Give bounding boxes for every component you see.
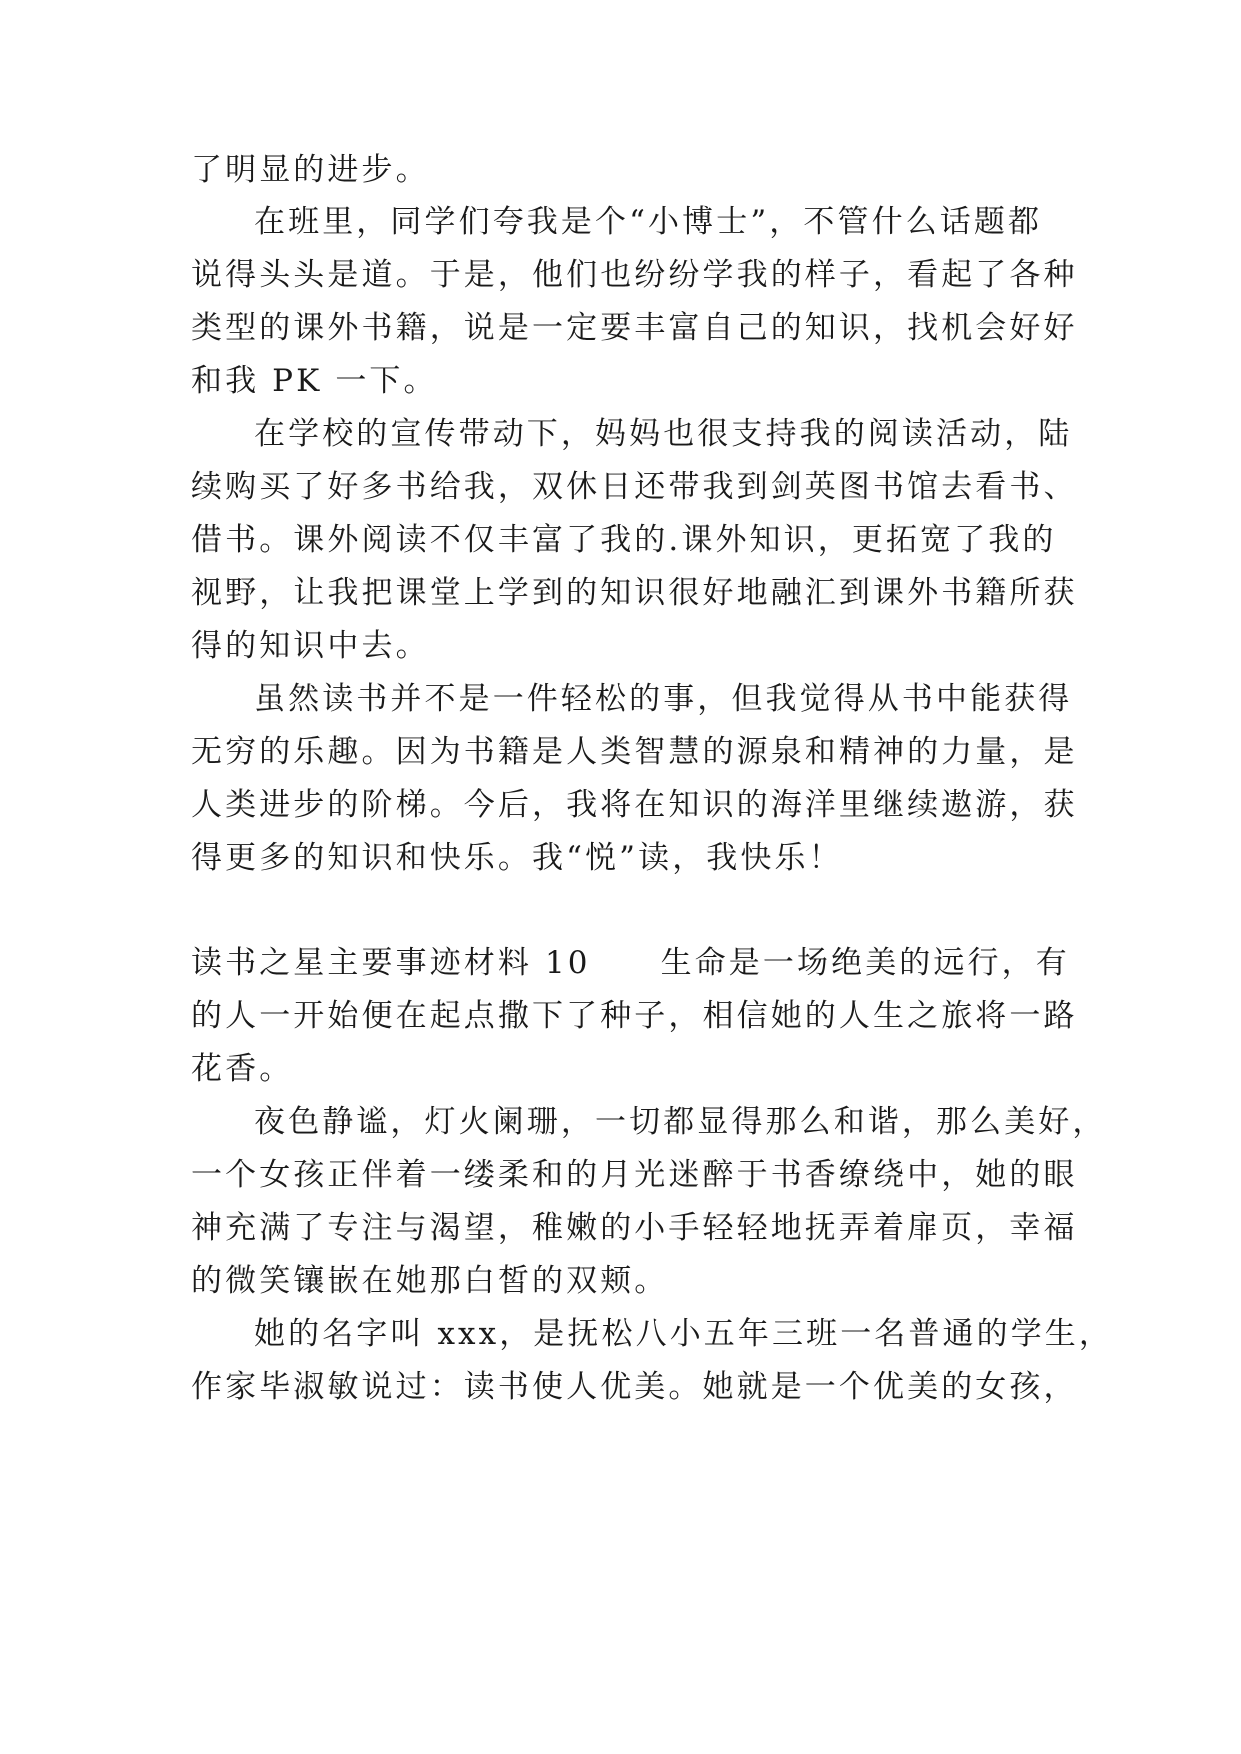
text-run: 生命是一场绝美的远行，有 bbox=[660, 945, 1070, 981]
text-line: 在班里，同学们夸我是个“小博士”，不管什么话题都 bbox=[254, 204, 1043, 240]
text-line: 续购买了好多书给我，双休日还带我到剑英图书馆去看书、 bbox=[191, 469, 1078, 505]
text-line: 得的知识中去。 bbox=[191, 628, 430, 664]
text-line: 花香。 bbox=[191, 1051, 294, 1087]
text-line: 借书。课外阅读不仅丰富了我的.课外知识，更拓宽了我的 bbox=[191, 522, 1057, 558]
text-line: 在学校的宣传带动下，妈妈也很支持我的阅读活动，陆 bbox=[254, 416, 1073, 452]
text-line: 作家毕淑敏说过：读书使人优美。她就是一个优美的女孩， bbox=[191, 1369, 1078, 1405]
text-line: 了明显的进步。 bbox=[191, 152, 430, 188]
text-line: 视野，让我把课堂上学到的知识很好地融汇到课外书籍所获 bbox=[191, 575, 1078, 611]
text-line: 类型的课外书籍，说是一定要丰富自己的知识，找机会好好 bbox=[191, 310, 1078, 346]
text-line: 说得头头是道。于是，他们也纷纷学我的样子，看起了各种 bbox=[191, 257, 1078, 293]
text-line: 人类进步的阶梯。今后，我将在知识的海洋里继续遨游，获 bbox=[191, 787, 1078, 823]
text-line: 和我 PK 一下。 bbox=[191, 363, 438, 399]
section-heading: 读书之星主要事迹材料 10 bbox=[191, 945, 591, 981]
text-line: 得更多的知识和快乐。我“悦”读，我快乐！ bbox=[191, 840, 843, 876]
text-line: 的人一开始便在起点撒下了种子，相信她的人生之旅将一路 bbox=[191, 998, 1078, 1034]
text-line: 虽然读书并不是一件轻松的事，但我觉得从书中能获得 bbox=[254, 681, 1073, 717]
text-line: 夜色静谧，灯火阑珊，一切都显得那么和谐，那么美好， bbox=[254, 1104, 1107, 1140]
text-line: 的微笑镶嵌在她那白皙的双颊。 bbox=[191, 1263, 669, 1299]
text-line: 一个女孩正伴着一缕柔和的月光迷醉于书香缭绕中，她的眼 bbox=[191, 1157, 1078, 1193]
text-line: 她的名字叫 xxx，是抚松八小五年三班一名普通的学生， bbox=[254, 1316, 1113, 1352]
text-line: 神充满了专注与渴望，稚嫩的小手轻轻地抚弄着扉页，幸福 bbox=[191, 1210, 1078, 1246]
text-line: 无穷的乐趣。因为书籍是人类智慧的源泉和精神的力量，是 bbox=[191, 734, 1078, 770]
section-heading-line bbox=[191, 943, 1070, 983]
